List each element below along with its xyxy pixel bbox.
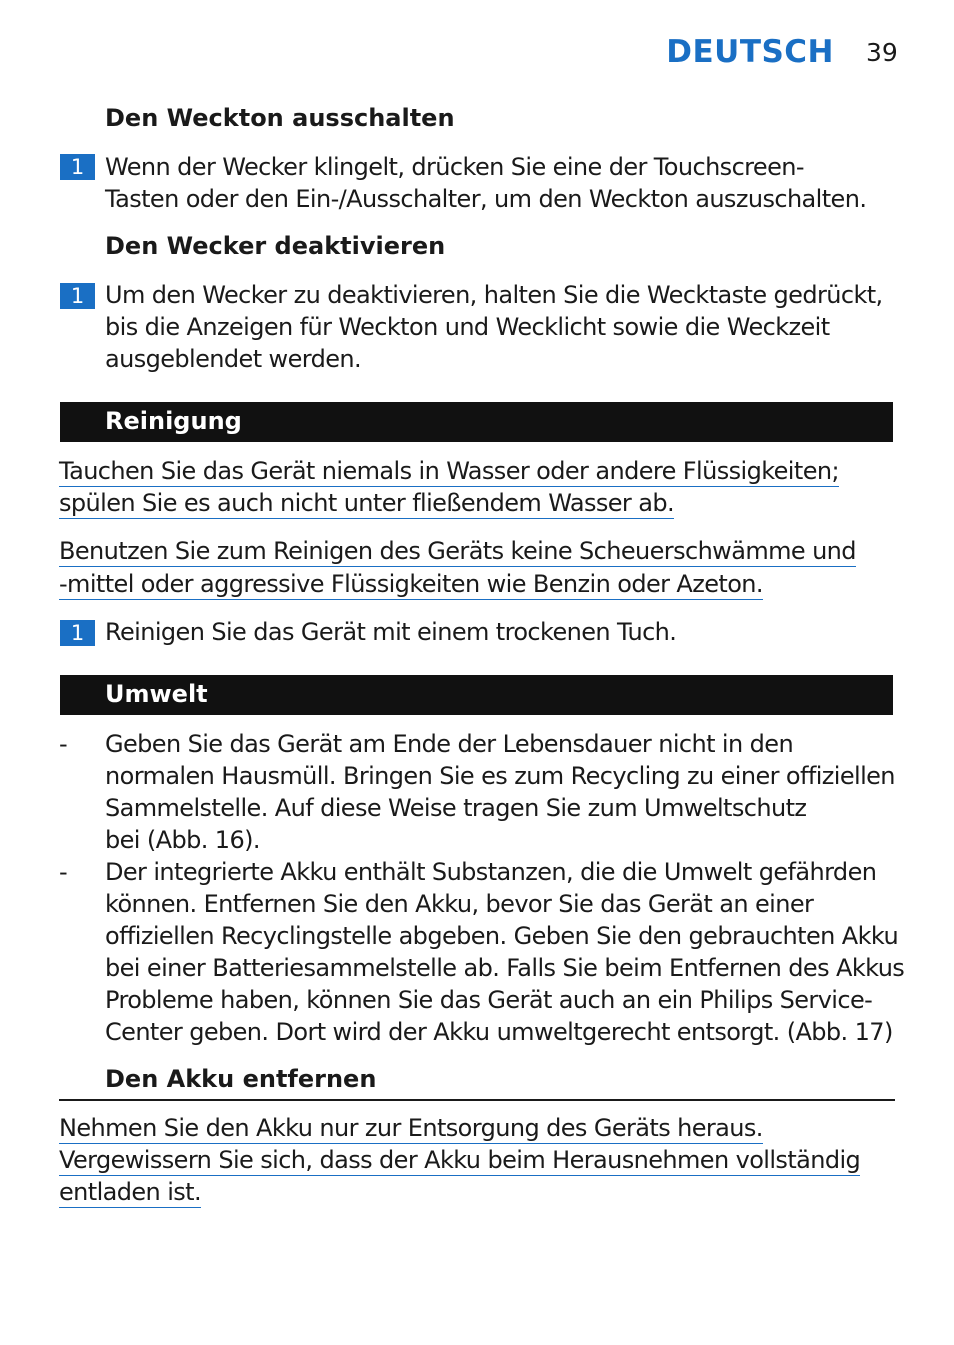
section-bar-umwelt [60,675,893,715]
text-line: Tasten oder den Ein-/Ausschalter, um den Weckton auszuschalten. [105,185,867,213]
heading-wecker: Den Wecker deaktivieren [105,232,446,260]
warning-line: Nehmen Sie den Akku nur zur Entsorgung des Geräts heraus. [59,1114,763,1142]
section-title: Umwelt [105,680,208,708]
text-line: Sammelstelle. Auf diese Weise tragen Sie zum Umweltschutz [105,794,807,822]
text-line: bis die Anzeigen für Weckton und Wecklicht sowie die Weckzeit [105,313,830,341]
text-line: können. Entfernen Sie den Akku, bevor Sie das Gerät an einer [105,890,814,918]
bullet-text-1 [105,728,895,856]
step-text-wecker [105,279,883,375]
bullet-text-2 [105,856,904,1048]
step-badge: 1 [60,620,95,646]
warning-line: -mittel oder aggressive Flüssigkeiten wie Benzin oder Azeton. [59,570,763,598]
text-line: bei einer Batteriesammelstelle ab. Falls Sie beim Entfernen des Akkus [105,954,905,982]
warning-line: Benutzen Sie zum Reinigen des Geräts keine Scheuerschwämme und [59,537,856,565]
text-line: Geben Sie das Gerät am Ende der Lebensdauer nicht in den [105,730,794,758]
text-line: Center geben. Dort wird der Akku umweltgerecht entsorgt. (Abb. 17) [105,1018,893,1046]
step-text-weckton [105,151,866,215]
text-line: offiziellen Recyclingstelle abgeben. Geben Sie den gebrauchten Akku [105,922,899,950]
bullet-dash: - [59,730,68,758]
language-label: DEUTSCH [666,34,834,70]
heading-weckton: Den Weckton ausschalten [105,104,455,132]
bullet-dash: - [59,858,68,886]
heading-akku: Den Akku entfernen [105,1065,377,1093]
text-line: Um den Wecker zu deaktivieren, halten Sie die Wecktaste gedrückt, [105,281,883,309]
text-line: Probleme haben, können Sie das Gerät auch an ein Philips Service- [105,986,873,1014]
section-title: Reinigung [105,407,242,435]
text-line: normalen Hausmüll. Bringen Sie es zum Recycling zu einer offiziellen [105,762,895,790]
text-line: ausgeblendet werden. [105,345,362,373]
page-number: 39 [866,38,898,67]
text-line: Der integrierte Akku enthält Substanzen, die die Umwelt gefährden [105,858,877,886]
warning-line: Vergewissern Sie sich, dass der Akku beim Herausnehmen vollständig [59,1146,861,1174]
step-badge: 1 [60,283,95,309]
warning-line: Tauchen Sie das Gerät niemals in Wasser oder andere Flüssigkeiten; [59,457,839,485]
warning-line: entladen ist. [59,1178,202,1206]
step-text-reinigung: Reinigen Sie das Gerät mit einem trockenen Tuch. [105,618,677,646]
step-badge: 1 [60,154,95,180]
section-rule [59,1099,895,1101]
section-bar-reinigung [60,402,893,442]
text-line: Wenn der Wecker klingelt, drücken Sie eine der Touchscreen- [105,153,804,181]
text-line: bei (Abb. 16). [105,826,260,854]
warning-line: spülen Sie es auch nicht unter fließendem Wasser ab. [59,489,674,517]
